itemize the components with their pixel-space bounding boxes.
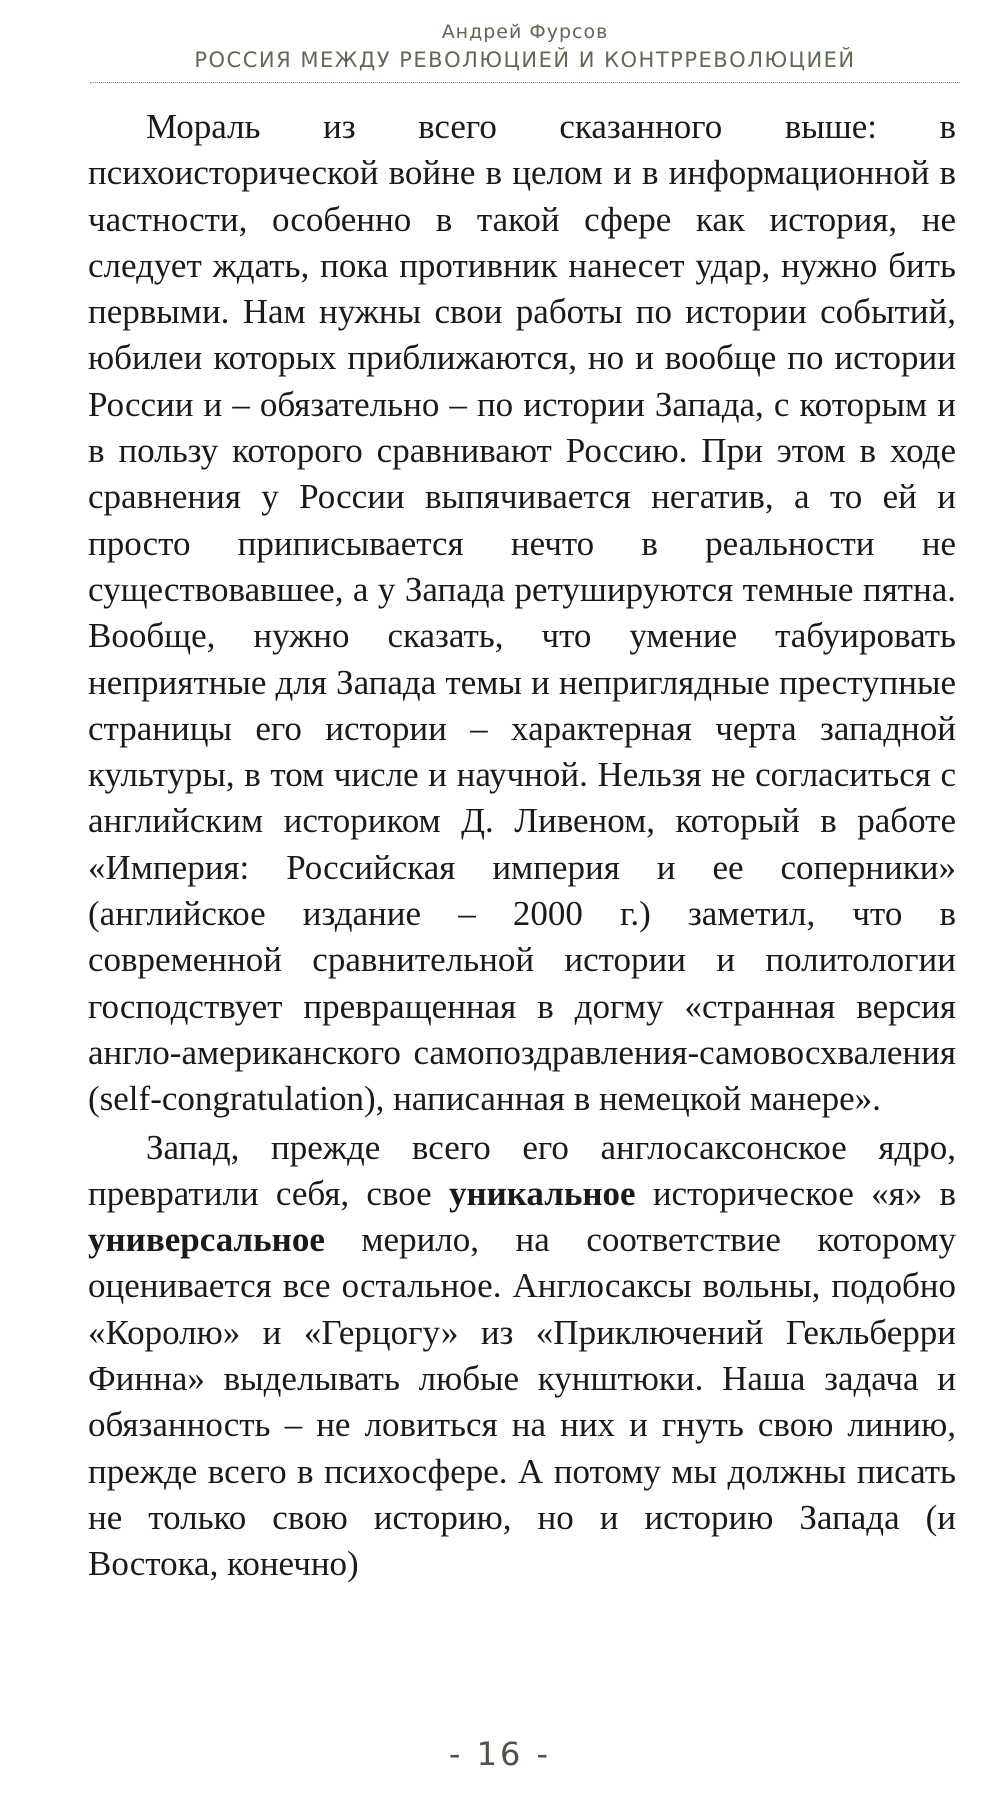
header-divider — [90, 82, 960, 83]
bold-term-universal: универсальное — [88, 1220, 325, 1260]
page-number: - 16 - — [448, 1735, 552, 1773]
paragraph-2-text-a: Запад, прежде всего его англосаксонское ядро, превратили себя, свое — [88, 1127, 956, 1213]
running-head — [90, 20, 960, 74]
paragraph-2-text-b: историческое «я» в — [635, 1173, 956, 1213]
bold-term-unique: уникальное — [448, 1173, 636, 1213]
author-name: Андрей Фурсов — [441, 21, 609, 43]
book-title: РОССИЯ МЕЖДУ РЕВОЛЮЦИЕЙ И КОНТРРЕВОЛЮЦИЕЙ — [194, 48, 856, 72]
paragraph-2-text-c: мерило, на соответствие которому оценивается все остальное. Англосаксы вольны, подобно «Королю» и «Герцогу» из «Приключений Гекльберри Финна» выделывать любые кунштюки. Наша задача и обязанность – не ловиться на них и гнуть свою линию, прежде всего в психосфере. А потому мы должны писать не только свою историю, но и историю Запада (и Востока, конечно) — [88, 1220, 956, 1584]
paragraph-2 — [88, 1125, 956, 1588]
body-text — [88, 104, 956, 1588]
paragraph-1: Мораль из всего сказанного выше: в психоисторической войне в целом и в информационной в частности, особенно в такой сфере как история, не следует ждать, пока противник нанесет удар, нужно бить первыми. Нам нужны свои работы по истории событий, юбилеи которых приближаются, но и вообще по истории России и – обязательно – по истории Запада, с которым и в пользу которого сравнивают Россию. При этом в ходе сравнения у России выпячивается негатив, а то ей и просто приписывается нечто в реальности не существовавшее, а у Запада ретушируются темные пятна. Вообще, нужно сказать, что умение табуировать неприятные для Запада темы и неприглядные преступные страницы его истории – характерная черта западной культуры, в том числе и научной. Нельзя не согласиться с английским историком Д. Ливеном, который в работе «Империя: Российская империя и ее соперники» (английское издание – 2000 г.) заметил, что в современной сравнительной истории и политологии господствует превращенная в догму «странная версия англо-американского самопоздравления-самовосхваления (self-congratulation), написанная в немецкой манере». — [88, 107, 956, 1119]
